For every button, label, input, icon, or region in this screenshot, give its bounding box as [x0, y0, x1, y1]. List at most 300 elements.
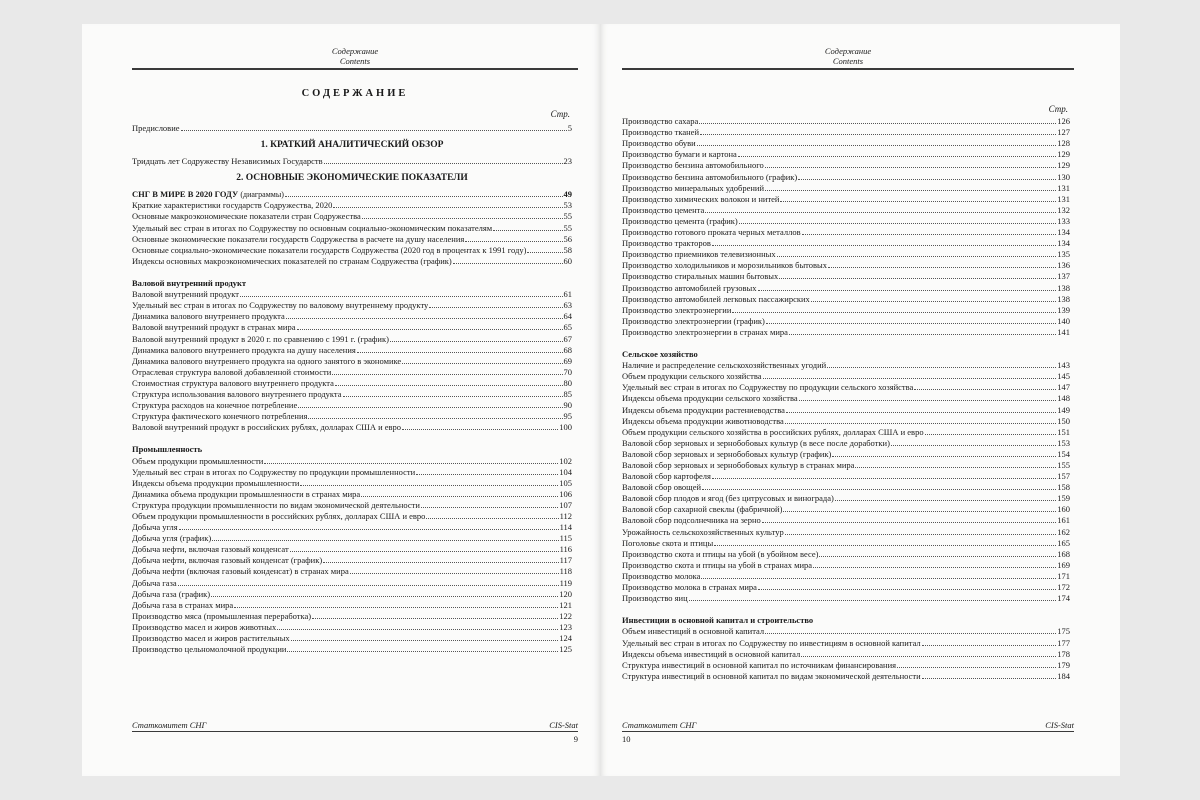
footer-publisher-en: CIS-Stat — [1045, 720, 1074, 730]
toc-entry[interactable] — [622, 371, 1070, 382]
toc-entry-page: 137 — [1057, 271, 1070, 282]
toc-entry-title: Объем инвестиций в основной капитал — [622, 626, 765, 637]
toc-entry-title: Производство тканей — [622, 127, 700, 138]
toc-entry[interactable] — [132, 389, 572, 400]
toc-entry-cis-world[interactable] — [132, 189, 572, 200]
toc-entry-page: 129 — [1057, 160, 1070, 171]
toc-entry-page: 120 — [559, 588, 572, 599]
toc-leader — [828, 267, 1056, 268]
toc-entry[interactable] — [622, 149, 1070, 160]
toc-entry-title: Производство бумаги и картона — [622, 149, 737, 160]
toc-entry[interactable] — [622, 404, 1070, 415]
toc-entry-title: Валовой внутренний продукт в российских рублях, долларах США и евро — [132, 422, 402, 433]
toc-entry[interactable] — [132, 345, 572, 356]
toc-entry-title: Динамика объема продукции промышленности в странах мира — [132, 488, 361, 499]
toc-entry-page: 80 — [563, 377, 572, 388]
running-head-ru: Содержание — [824, 46, 872, 56]
toc-leader — [712, 478, 1056, 479]
toc-entry-page: 177 — [1057, 637, 1070, 648]
toc-entry[interactable] — [132, 256, 572, 267]
toc-entry-page: 100 — [559, 422, 572, 433]
toc-entry-title: Производство готового проката черных металлов — [622, 227, 801, 238]
toc-entry-title: Производство цемента — [622, 204, 705, 215]
toc-entry-title: Объем продукции промышленности в российских рублях, долларах США и евро — [132, 511, 426, 521]
toc-entry[interactable] — [132, 333, 572, 344]
toc-leader — [835, 500, 1056, 501]
toc-entry-page: 70 — [563, 366, 572, 377]
toc-entry[interactable] — [622, 227, 1070, 238]
toc-entry[interactable] — [622, 382, 1070, 393]
header-rule — [132, 68, 578, 70]
toc-entry-page: 153 — [1057, 437, 1070, 448]
toc-entry-title: Производство скота и птицы на убой в странах мира — [622, 559, 813, 570]
cis-title: СНГ В МИРЕ В 2020 ГОДУ — [132, 189, 239, 200]
toc-entry-title: Валовой сбор зерновых и зернобобовых культур (в весе после доработки) — [622, 437, 890, 448]
toc-leader — [402, 363, 562, 364]
toc-entry[interactable] — [132, 234, 572, 245]
toc-entry[interactable] — [622, 515, 1070, 526]
subsection-heading-gdp: Валовой внутренний продукт — [132, 277, 247, 288]
gdp-entries — [132, 289, 572, 433]
toc-entry-page: 67 — [563, 333, 572, 344]
toc-entry-title: Производство бензина автомобильного (график) — [622, 171, 798, 182]
toc-leader — [813, 567, 1056, 568]
toc-entry[interactable] — [622, 626, 1070, 637]
toc-entry[interactable] — [132, 633, 572, 644]
toc-leader — [758, 290, 1057, 291]
toc-entry-page: 69 — [563, 355, 572, 366]
toc-entry-page: 122 — [559, 610, 572, 621]
toc-entry[interactable] — [622, 471, 1070, 482]
toc-entry-title: Структура использования валового внутреннего продукта — [132, 388, 342, 399]
toc-entry-title: Индексы объема продукции растениеводства — [622, 404, 785, 415]
toc-entry-title: Добыча газа в странах мира — [132, 599, 234, 610]
toc-entry-page: 49 — [563, 189, 572, 200]
toc-entry[interactable] — [622, 171, 1070, 182]
toc-entry[interactable] — [132, 422, 572, 433]
toc-entry-title: Поголовье скота и птицы — [622, 537, 714, 548]
toc-leader — [758, 589, 1056, 590]
toc-entry-page: 148 — [1057, 393, 1070, 404]
toc-leader — [240, 296, 563, 297]
toc-leader — [689, 600, 1057, 601]
toc-entry[interactable] — [622, 449, 1070, 460]
toc-entry[interactable] — [622, 538, 1070, 549]
toc-entry-page: 143 — [1057, 360, 1070, 371]
toc-entry-title: Производство масел и жиров растительных — [132, 633, 290, 644]
toc-entry-page: 124 — [559, 633, 572, 644]
page-number: 9 — [573, 734, 578, 744]
toc-entry-page: 128 — [1057, 138, 1070, 149]
toc-entry-title: Основные макроэкономические показатели стран Содружества — [132, 211, 361, 222]
toc-entry-title: Удельный вес стран в итогах по Содружеству по основным социально-экономическим показателям — [132, 222, 493, 233]
toc-entry-title: Валовой сбор овощей — [622, 482, 702, 493]
footer-publisher-en: CIS-Stat — [549, 720, 578, 730]
toc-entry-page: 132 — [1057, 204, 1070, 215]
toc-leader — [789, 334, 1056, 335]
toc-entry-title: Производство стиральных машин бытовых — [622, 271, 779, 282]
toc-entry-page: 107 — [559, 499, 572, 510]
toc-leader — [361, 496, 558, 497]
toc-leader — [297, 329, 563, 330]
toc-leader — [765, 633, 1056, 634]
toc-entry[interactable] — [622, 660, 1070, 671]
toc-leader — [785, 534, 1057, 535]
toc-leader — [783, 511, 1056, 512]
toc-entry[interactable] — [622, 571, 1070, 582]
toc-entry[interactable] — [132, 156, 572, 167]
toc-entry[interactable] — [132, 566, 572, 577]
toc-entry[interactable] — [622, 637, 1070, 648]
toc-entry-page: 119 — [559, 577, 572, 588]
toc-entry[interactable] — [622, 460, 1070, 471]
toc-entry-title: Валовой сбор подсолнечника на зерно — [622, 515, 761, 526]
toc-leader — [357, 352, 563, 353]
toc-entry[interactable] — [132, 622, 572, 633]
toc-entry-page: 65 — [563, 322, 572, 333]
agriculture-entries — [622, 360, 1070, 604]
toc-entry-page: 61 — [563, 289, 572, 300]
toc-leader — [285, 196, 563, 197]
toc-entry-title: Производство скота и птицы на убой (в убойном весе) — [622, 548, 819, 559]
toc-leader — [832, 456, 1056, 457]
toc-entry[interactable] — [622, 482, 1070, 493]
toc-entry[interactable] — [622, 671, 1070, 682]
toc-entry-title: Структура продукции промышленности по видам экономической деятельности — [132, 499, 420, 510]
toc-entry-title: Валовой сбор сахарной свеклы (фабричной) — [622, 504, 783, 515]
toc-entry-page: 95 — [563, 411, 572, 422]
toc-entry-title: Урожайность сельскохозяйственных культур — [622, 526, 784, 537]
toc-entry[interactable] — [132, 400, 572, 411]
toc-leader — [766, 323, 1056, 324]
toc-entry-page: 171 — [1057, 570, 1070, 581]
toc-leader — [922, 678, 1057, 679]
toc-entry[interactable] — [132, 455, 572, 466]
toc-entry-page: 127 — [1057, 127, 1070, 138]
toc-entry-title: Добыча газа — [132, 577, 177, 588]
toc-leader — [264, 463, 558, 464]
toc-leader — [914, 389, 1056, 390]
toc-leader — [179, 529, 559, 530]
toc-entry[interactable] — [132, 511, 572, 522]
toc-entry[interactable] — [622, 493, 1070, 504]
toc-entry-page: 168 — [1057, 548, 1070, 559]
toc-entry-title: Основные экономические показатели государств Содружества в расчете на душу населения — [132, 233, 465, 244]
toc-leader — [333, 207, 562, 208]
toc-entry-page: 134 — [1057, 227, 1070, 238]
toc-entry[interactable] — [622, 205, 1070, 216]
toc-entry-title: Производство цемента (график) — [622, 215, 738, 226]
toc-leader — [493, 230, 562, 231]
toc-entry-page: 112 — [559, 511, 572, 521]
toc-leader — [350, 573, 559, 574]
toc-entry-page: 150 — [1057, 415, 1070, 426]
running-head — [132, 46, 578, 66]
toc-entry[interactable] — [132, 200, 572, 211]
toc-leader — [465, 241, 562, 242]
toc-entry-title: Отраслевая структура валовой добавленной стоимости — [132, 366, 332, 377]
toc-entry-title: Производство молока — [622, 570, 701, 581]
toc-entry[interactable] — [622, 138, 1070, 149]
toc-entry-title: Индексы основных макроэкономических показателей по странам Содружества (график) — [132, 255, 452, 266]
toc-entry-page: 147 — [1057, 382, 1070, 393]
toc-entry[interactable] — [132, 222, 572, 233]
toc-entry-title: Основные социально-экономические показатели государств Содружества (2020 год в процентах к 1991 году) — [132, 244, 527, 255]
toc-entry-page: 58 — [563, 244, 572, 255]
investment-entries — [622, 626, 1070, 681]
toc-leader — [234, 607, 558, 608]
toc-entry-page: 64 — [563, 311, 572, 322]
toc-entry-title: Тридцать лет Содружеству Независимых Государств — [132, 156, 323, 167]
toc-entry-page: 149 — [1057, 404, 1070, 415]
toc-entry[interactable] — [132, 411, 572, 422]
section-1-entries — [132, 156, 572, 167]
toc-entry-page: 125 — [559, 644, 572, 655]
toc-entry-title: Структура инвестиций в основной капитал по видам экономической деятельности — [622, 670, 921, 681]
page-column-label: Стр. — [1048, 104, 1068, 114]
toc-entry-page: 60 — [563, 255, 572, 266]
cis-subtitle: (диаграммы) — [240, 190, 284, 200]
toc-entry[interactable] — [132, 589, 572, 600]
toc-entry[interactable] — [622, 305, 1070, 316]
page-column-label: Стр. — [550, 109, 570, 119]
toc-entry[interactable] — [622, 127, 1070, 138]
footer-publisher: Статкомитет СНГ — [622, 720, 697, 730]
footer-rule — [622, 731, 1074, 732]
toc-leader — [335, 385, 563, 386]
toc-entry-title: Производство автомобилей грузовых — [622, 282, 757, 293]
toc-entry[interactable] — [132, 322, 572, 333]
toc-leader — [362, 218, 563, 219]
toc-leader — [799, 400, 1057, 401]
toc-entry-title: Краткие характеристики государств Содружества, 2020 — [132, 200, 333, 211]
toc-entry-page: 63 — [563, 300, 572, 311]
toc-entry[interactable] — [622, 560, 1070, 571]
toc-leader — [290, 551, 559, 552]
toc-leader — [277, 629, 558, 630]
toc-leader — [780, 201, 1056, 202]
toc-entry-page: 116 — [559, 544, 572, 555]
toc-entry-page: 131 — [1057, 193, 1070, 204]
toc-leader — [897, 667, 1056, 668]
toc-entry[interactable] — [622, 593, 1070, 604]
toc-leader — [699, 123, 1056, 124]
toc-entry[interactable] — [622, 649, 1070, 660]
toc-entry[interactable] — [622, 183, 1070, 194]
toc-entry-page: 162 — [1057, 526, 1070, 537]
toc-entry-page: 158 — [1057, 482, 1070, 493]
toc-leader — [765, 167, 1057, 168]
toc-entry[interactable] — [622, 116, 1070, 127]
toc-entry[interactable] — [132, 644, 572, 655]
page-number: 10 — [622, 734, 631, 744]
toc-entry-title: Производство электроэнергии (график) — [622, 315, 765, 326]
toc-entry-page: 106 — [559, 488, 572, 499]
running-head-ru: Содержание — [331, 46, 379, 56]
toc-leader — [429, 307, 562, 308]
toc-leader — [786, 412, 1056, 413]
toc-leader — [714, 545, 1056, 546]
toc-entry[interactable] — [132, 356, 572, 367]
toc-entry[interactable] — [622, 282, 1070, 293]
toc-leader — [291, 640, 559, 641]
toc-leader — [811, 301, 1056, 302]
toc-entry-title: Объем продукции сельского хозяйства в российских рублях, долларах США и евро — [622, 426, 924, 437]
toc-entry-title: Индексы объема продукции промышленности — [132, 477, 300, 488]
toc-entry-page: 90 — [563, 400, 572, 411]
toc-leader — [697, 145, 1057, 146]
toc-entry[interactable] — [622, 238, 1070, 249]
toc-entry-title: Удельный вес стран в итогах по Содружеству по валовому внутреннему продукту — [132, 300, 429, 311]
toc-leader — [712, 245, 1056, 246]
toc-entry[interactable] — [132, 555, 572, 566]
toc-entry-page: 179 — [1057, 659, 1070, 670]
cis-entries — [132, 200, 572, 267]
toc-entry-title: Предисловие — [132, 123, 180, 134]
toc-entry-page: 23 — [563, 156, 572, 167]
toc-entry[interactable] — [622, 216, 1070, 227]
toc-entry[interactable] — [132, 577, 572, 588]
toc-entry[interactable] — [622, 393, 1070, 404]
toc-entry-page: 129 — [1057, 149, 1070, 160]
toc-entry[interactable] — [132, 289, 572, 300]
toc-leader — [785, 423, 1056, 424]
toc-entry[interactable] — [132, 245, 572, 256]
toc-leader — [779, 278, 1056, 279]
toc-entry[interactable] — [132, 544, 572, 555]
toc-entry[interactable] — [132, 500, 572, 511]
toc-leader — [732, 312, 1056, 313]
toc-entry-page: 85 — [563, 388, 572, 399]
toc-entry[interactable] — [132, 489, 572, 500]
toc-entry-title: Производство минеральных удобрений — [622, 182, 765, 193]
section-heading-2: 2. ОСНОВНЫЕ ЭКОНОМИЧЕСКИЕ ПОКАЗАТЕЛИ — [236, 173, 468, 184]
toc-entry-title: Индексы объема продукции сельского хозяйства — [622, 393, 798, 404]
toc-entry[interactable] — [622, 582, 1070, 593]
toc-leader — [765, 190, 1056, 191]
toc-entry-page: 138 — [1057, 293, 1070, 304]
running-head — [622, 46, 1074, 66]
toc-leader — [298, 407, 562, 408]
toc-entry-title: Удельный вес стран в итогах по Содружеству по инвестициям в основной капитал — [622, 637, 921, 648]
toc-entry[interactable] — [622, 526, 1070, 537]
right-page — [600, 24, 1120, 776]
toc-title: СОДЕРЖАНИЕ — [301, 88, 409, 99]
toc-entry-page: 121 — [559, 599, 572, 610]
toc-entry-title: Динамика валового внутреннего продукта на одного занятого в экономике — [132, 355, 402, 366]
toc-entry[interactable] — [132, 211, 572, 222]
toc-leader — [416, 474, 558, 475]
subsection-heading-investment: Инвестиции в основной капитал и строительство — [622, 615, 814, 626]
toc-entry-preface[interactable] — [132, 123, 572, 134]
toc-leader — [922, 645, 1057, 646]
toc-entry[interactable] — [622, 160, 1070, 171]
toc-entry-page: 134 — [1057, 238, 1070, 249]
toc-entry-page: 115 — [559, 533, 572, 544]
toc-entry[interactable] — [622, 194, 1070, 205]
toc-entry-page: 178 — [1057, 648, 1070, 659]
toc-entry[interactable] — [132, 378, 572, 389]
toc-entry-page: 105 — [559, 477, 572, 488]
toc-leader — [705, 212, 1056, 213]
toc-entry-title: Производство тракторов — [622, 238, 711, 249]
toc-leader — [527, 252, 562, 253]
toc-entry[interactable] — [132, 522, 572, 533]
toc-entry[interactable] — [132, 600, 572, 611]
toc-leader — [287, 651, 558, 652]
toc-entry-page: 131 — [1057, 182, 1070, 193]
toc-entry-title: Валовой внутренний продукт — [132, 289, 239, 300]
toc-entry-page: 161 — [1057, 515, 1070, 526]
toc-entry[interactable] — [132, 533, 572, 544]
toc-entry-title: Производство цельномолочной продукции — [132, 644, 287, 655]
toc-entry[interactable] — [132, 611, 572, 622]
toc-entry-title: Добыча газа (график) — [132, 588, 211, 599]
toc-entry[interactable] — [622, 294, 1070, 305]
toc-entry[interactable] — [622, 549, 1070, 560]
toc-leader — [312, 618, 558, 619]
toc-entry-page: 157 — [1057, 471, 1070, 482]
toc-leader — [819, 556, 1056, 557]
toc-entry-page: 117 — [559, 555, 572, 566]
toc-leader — [343, 396, 563, 397]
toc-leader — [891, 445, 1056, 446]
toc-entry-title: Производство приемников телевизионных — [622, 249, 776, 260]
toc-entry-page: 55 — [563, 211, 572, 222]
toc-leader — [421, 507, 558, 508]
footer-rule — [132, 731, 578, 732]
toc-entry-page: 139 — [1057, 304, 1070, 315]
toc-entry[interactable] — [132, 467, 572, 478]
toc-entry[interactable] — [622, 427, 1070, 438]
toc-entry[interactable] — [622, 438, 1070, 449]
toc-leader — [300, 485, 558, 486]
toc-entry-page: 155 — [1057, 460, 1070, 470]
toc-entry[interactable] — [622, 249, 1070, 260]
toc-entry-page: 160 — [1057, 504, 1070, 515]
toc-entry[interactable] — [622, 260, 1070, 271]
toc-entry[interactable] — [622, 271, 1070, 282]
toc-leader — [181, 130, 567, 131]
toc-leader — [701, 578, 1056, 579]
toc-entry-title — [132, 189, 284, 200]
toc-entry-page: 169 — [1057, 559, 1070, 570]
toc-entry[interactable] — [622, 316, 1070, 327]
toc-leader — [212, 540, 558, 541]
toc-entry-title: Производство электроэнергии в странах мира — [622, 326, 788, 337]
toc-entry[interactable] — [622, 504, 1070, 515]
industry-entries — [132, 455, 572, 655]
toc-entry[interactable] — [132, 311, 572, 322]
toc-entry-title: Производство обуви — [622, 138, 696, 149]
toc-entry-title: Производство автомобилей легковых пассажирских — [622, 293, 810, 304]
toc-entry-page: 133 — [1057, 215, 1070, 226]
toc-leader — [286, 318, 563, 319]
toc-entry-title: Валовой сбор картофеля — [622, 471, 711, 482]
toc-entry[interactable] — [622, 416, 1070, 427]
toc-entry[interactable] — [132, 367, 572, 378]
toc-entry[interactable] — [132, 300, 572, 311]
toc-entry[interactable] — [622, 360, 1070, 371]
toc-entry-page: 141 — [1057, 326, 1070, 337]
toc-entry[interactable] — [132, 478, 572, 489]
toc-entry-title: Наличие и распределение сельскохозяйственных угодий — [622, 360, 827, 371]
toc-entry-page: 154 — [1057, 448, 1070, 459]
toc-entry-title: Валовой сбор зерновых и зернобобовых культур в странах мира — [622, 460, 855, 470]
toc-entry[interactable] — [622, 327, 1070, 338]
toc-entry-title: Валовой внутренний продукт в странах мира — [132, 322, 296, 333]
toc-leader — [739, 223, 1057, 224]
